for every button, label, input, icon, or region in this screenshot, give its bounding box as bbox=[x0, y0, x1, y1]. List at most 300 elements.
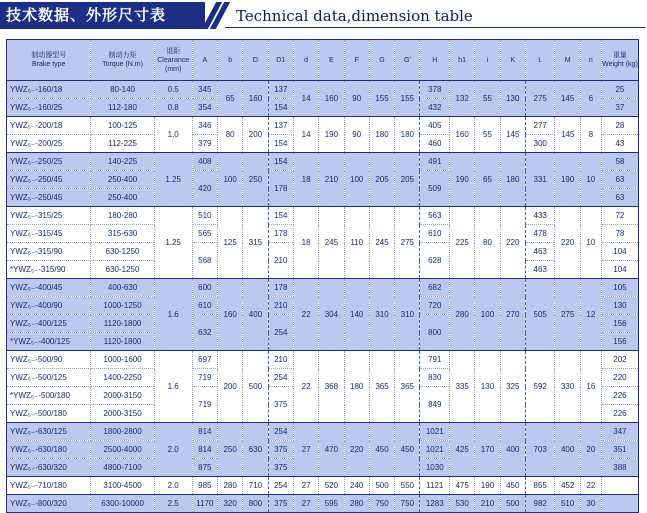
cell-clear: 2.0 bbox=[154, 477, 192, 495]
cell-torque: 112-225 bbox=[91, 135, 154, 153]
cell-torque: 630-1250 bbox=[91, 243, 154, 261]
brake-type-cell: *YWZ₅₋-315/90 bbox=[7, 261, 91, 279]
cell-torque: 2000-3150 bbox=[91, 405, 154, 423]
cell-g: 180 bbox=[369, 117, 394, 153]
cell-b: 200 bbox=[217, 351, 242, 423]
cell-n: 8 bbox=[580, 117, 601, 153]
cell-h: 830 bbox=[420, 369, 450, 387]
cell-weight: 104 bbox=[601, 243, 638, 261]
cell-torque: 250-400 bbox=[91, 189, 154, 207]
column-header-en: L bbox=[538, 56, 543, 64]
cell-m: 145 bbox=[555, 81, 580, 117]
cell-e: 520 bbox=[319, 477, 344, 495]
column-header-cn: 制动器型号 bbox=[31, 52, 67, 59]
cell-d1: 254 bbox=[268, 369, 293, 387]
cell-d: 630 bbox=[243, 423, 268, 477]
cell-d: 200 bbox=[243, 117, 268, 153]
cell-clear: 0.5 bbox=[154, 81, 192, 99]
cell-torque: 2500-4000 bbox=[91, 441, 154, 459]
cell-weight bbox=[601, 477, 638, 495]
cell-weight: 25 bbox=[601, 81, 638, 99]
column-header-g1 bbox=[395, 40, 420, 81]
cell-f: 280 bbox=[344, 495, 369, 513]
cell-h1: 335 bbox=[450, 351, 475, 423]
cell-a: 346 bbox=[192, 117, 217, 135]
cell-torque: 180-280 bbox=[91, 207, 154, 225]
brake-type-cell: YWZ₅₋-400/90 bbox=[7, 297, 91, 315]
table-row bbox=[7, 207, 639, 225]
column-header-b bbox=[217, 40, 242, 81]
cell-torque: 112-180 bbox=[91, 99, 154, 117]
cell-g1: 180 bbox=[395, 117, 420, 153]
cell-a: 814 bbox=[192, 441, 217, 459]
column-header-h bbox=[420, 40, 450, 81]
cell-n: 10 bbox=[580, 207, 601, 279]
cell-b: 80 bbox=[217, 117, 242, 153]
cell-g: 155 bbox=[369, 81, 394, 117]
cell-a: 875 bbox=[192, 459, 217, 477]
cell-h: 682 bbox=[420, 279, 450, 297]
cell-d: 27 bbox=[293, 477, 318, 495]
title-underline bbox=[225, 27, 645, 28]
cell-a: 719 bbox=[192, 369, 217, 387]
cell-torque: 1000-1250 bbox=[91, 297, 154, 315]
cell-n: 6 bbox=[580, 81, 601, 117]
cell-weight: 43 bbox=[601, 135, 638, 153]
cell-g1: 205 bbox=[395, 153, 420, 207]
brake-type-cell: YWZ₅₋-500/125 bbox=[7, 369, 91, 387]
cell-weight: 220 bbox=[601, 369, 638, 387]
cell-a: 408 bbox=[192, 153, 217, 171]
table-row bbox=[7, 279, 639, 297]
column-header-en: Brake type bbox=[31, 61, 66, 68]
cell-k: 270 bbox=[500, 279, 525, 351]
cell-l: 592 bbox=[525, 351, 555, 423]
cell-clear: 0.8 bbox=[154, 99, 192, 117]
cell-i: 55 bbox=[475, 81, 500, 117]
brake-type-cell: *YWZ₅₋-400/125 bbox=[7, 333, 91, 351]
cell-l: 478 bbox=[525, 225, 555, 243]
cell-a: 420 bbox=[192, 171, 217, 207]
cell-g1: 450 bbox=[395, 423, 420, 477]
cell-n: 30 bbox=[580, 495, 601, 513]
table-row bbox=[7, 81, 639, 99]
cell-weight: 226 bbox=[601, 405, 638, 423]
brake-type-cell: YWZ₅₋-315/45 bbox=[7, 225, 91, 243]
column-header-en: G' bbox=[403, 56, 411, 64]
cell-h1: 425 bbox=[450, 423, 475, 477]
cell-weight: 388 bbox=[601, 459, 638, 477]
cell-i: 55 bbox=[475, 117, 500, 153]
cell-d1: 375 bbox=[268, 441, 293, 459]
column-header-en: F bbox=[354, 56, 359, 64]
column-header-en: h1 bbox=[458, 56, 467, 64]
column-header-k bbox=[500, 40, 525, 81]
cell-d: 800 bbox=[243, 495, 268, 513]
brake-type-cell: YWZ₅₋-250/45 bbox=[7, 171, 91, 189]
cell-e: 304 bbox=[319, 279, 344, 351]
column-header-en: D bbox=[252, 56, 258, 64]
cell-e: 245 bbox=[319, 207, 344, 279]
cell-h: 460 bbox=[420, 135, 450, 153]
cell-torque: 250-400 bbox=[91, 171, 154, 189]
cell-n: 12 bbox=[580, 279, 601, 351]
cell-clear: 1.6 bbox=[154, 351, 192, 423]
cell-weight bbox=[601, 495, 638, 513]
cell-a: 379 bbox=[192, 135, 217, 153]
cell-d: 18 bbox=[293, 153, 318, 207]
cell-e: 595 bbox=[319, 495, 344, 513]
cell-h1: 132 bbox=[450, 81, 475, 117]
cell-a: 697 bbox=[192, 351, 217, 369]
cell-b: 125 bbox=[217, 207, 242, 279]
cell-d: 250 bbox=[243, 153, 268, 207]
cell-torque: 1400-2250 bbox=[91, 369, 154, 387]
table-row bbox=[7, 117, 639, 135]
cell-n: 20 bbox=[580, 423, 601, 477]
header-row bbox=[7, 40, 639, 81]
cell-b: 250 bbox=[217, 423, 242, 477]
column-header-f bbox=[344, 40, 369, 81]
column-header-en: E bbox=[329, 56, 334, 64]
cell-torque: 1800-2800 bbox=[91, 423, 154, 441]
cell-f: 180 bbox=[344, 351, 369, 423]
column-header-type bbox=[7, 40, 91, 81]
column-header-en: K bbox=[510, 56, 516, 64]
brake-type-cell: YWZ₅₋-160/25 bbox=[7, 99, 91, 117]
cell-b: 320 bbox=[217, 495, 242, 513]
cell-b: 65 bbox=[217, 81, 242, 117]
cell-d1: 154 bbox=[268, 99, 293, 117]
cell-h: 800 bbox=[420, 315, 450, 351]
column-header-en: H bbox=[432, 56, 438, 64]
cell-b: 160 bbox=[217, 279, 242, 351]
column-header-a bbox=[192, 40, 217, 81]
cell-torque: 3100-4500 bbox=[91, 477, 154, 495]
column-header-weight bbox=[601, 40, 638, 81]
brake-type-cell: YWZ₅₋-400/125 bbox=[7, 315, 91, 333]
brake-type-cell: YWZ₅₋-710/180 bbox=[7, 477, 91, 495]
brake-type-cell: YWZ₅₋-400/45 bbox=[7, 279, 91, 297]
table-row bbox=[7, 423, 639, 441]
column-header-en: n bbox=[588, 56, 593, 64]
cell-g1: 275 bbox=[395, 207, 420, 279]
cell-l: 463 bbox=[525, 261, 555, 279]
brake-type-cell: YWZ₅₋-800/320 bbox=[7, 495, 91, 513]
column-header-en: Clearance (mm) bbox=[157, 56, 190, 73]
cell-k: 325 bbox=[500, 351, 525, 423]
cell-d1: 210 bbox=[268, 243, 293, 279]
cell-g: 205 bbox=[369, 153, 394, 207]
cell-clear: 1.0 bbox=[154, 117, 192, 153]
brake-type-cell: YWZ₅₋-200/18 bbox=[7, 117, 91, 135]
cell-f: 220 bbox=[344, 423, 369, 477]
cell-l: 982 bbox=[525, 495, 555, 513]
cell-h: 849 bbox=[420, 387, 450, 423]
cell-a: 814 bbox=[192, 423, 217, 441]
column-header-n bbox=[580, 40, 601, 81]
column-header-en: D1 bbox=[276, 56, 286, 64]
cell-a: 632 bbox=[192, 315, 217, 351]
cell-torque: 1120-1800 bbox=[91, 333, 154, 351]
column-header-en: b bbox=[228, 56, 233, 64]
cell-f: 140 bbox=[344, 279, 369, 351]
cell-g1: 155 bbox=[395, 81, 420, 117]
cell-d1: 137 bbox=[268, 117, 293, 135]
cell-e: 368 bbox=[319, 351, 344, 423]
brake-type-cell: YWZ₅₋-500/90 bbox=[7, 351, 91, 369]
cell-weight: 156 bbox=[601, 315, 638, 333]
cell-weight: 78 bbox=[601, 225, 638, 243]
column-header-cn: 退距 bbox=[166, 47, 181, 55]
cell-weight: 226 bbox=[601, 387, 638, 405]
cell-d1: 154 bbox=[268, 153, 293, 171]
cell-h: 1121 bbox=[420, 477, 450, 495]
cell-h: 378 bbox=[420, 81, 450, 99]
cell-i: 80 bbox=[475, 207, 500, 279]
cell-e: 190 bbox=[319, 117, 344, 153]
cell-d: 710 bbox=[243, 477, 268, 495]
title-english: Technical data,dimension table bbox=[236, 7, 473, 25]
cell-torque: 100-125 bbox=[91, 117, 154, 135]
cell-n: 22 bbox=[580, 477, 601, 495]
column-header-en: A bbox=[202, 56, 208, 64]
brake-type-cell: YWZ₅₋-630/180 bbox=[7, 441, 91, 459]
brake-type-cell: YWZ₅₋-250/45 bbox=[7, 189, 91, 207]
table-row bbox=[7, 153, 639, 171]
cell-g: 310 bbox=[369, 279, 394, 351]
cell-a: 610 bbox=[192, 297, 217, 315]
cell-k: 400 bbox=[500, 423, 525, 477]
cell-d: 14 bbox=[293, 81, 318, 117]
cell-h: 405 bbox=[420, 117, 450, 135]
cell-d: 27 bbox=[293, 495, 318, 513]
cell-i: 130 bbox=[475, 351, 500, 423]
cell-clear: 1.25 bbox=[154, 153, 192, 207]
cell-a: 565 bbox=[192, 225, 217, 243]
cell-m: 510 bbox=[555, 495, 580, 513]
cell-torque: 400-630 bbox=[91, 279, 154, 297]
cell-torque: 630-1250 bbox=[91, 261, 154, 279]
cell-m: 190 bbox=[555, 153, 580, 207]
cell-e: 210 bbox=[319, 153, 344, 207]
cell-m: 275 bbox=[555, 279, 580, 351]
cell-m: 145 bbox=[555, 117, 580, 153]
brake-type-cell: YWZ₅₋-630/125 bbox=[7, 423, 91, 441]
column-header-d1 bbox=[268, 40, 293, 81]
cell-k: 145 bbox=[500, 117, 525, 153]
cell-k: 450 bbox=[500, 477, 525, 495]
column-header-g bbox=[369, 40, 394, 81]
cell-d: 500 bbox=[243, 351, 268, 423]
table-row bbox=[7, 477, 639, 495]
cell-d1: 375 bbox=[268, 495, 293, 513]
cell-torque: 4800-7100 bbox=[91, 459, 154, 477]
cell-l: 505 bbox=[525, 279, 555, 351]
cell-d: 160 bbox=[243, 81, 268, 117]
cell-d1: 178 bbox=[268, 171, 293, 207]
cell-h: 1030 bbox=[420, 459, 450, 477]
column-header-d bbox=[243, 40, 268, 81]
column-header-en: G bbox=[379, 56, 385, 64]
column-header-l bbox=[525, 40, 555, 81]
cell-torque: 1120-1800 bbox=[91, 315, 154, 333]
cell-k: 220 bbox=[500, 207, 525, 279]
cell-f: 100 bbox=[344, 153, 369, 207]
cell-weight: 104 bbox=[601, 261, 638, 279]
brake-type-cell: YWZ₅₋-315/25 bbox=[7, 207, 91, 225]
title-chinese: 技术数据、外形尺寸表 bbox=[6, 6, 167, 24]
cell-h: 1021 bbox=[420, 423, 450, 441]
cell-d1: 254 bbox=[268, 315, 293, 351]
table-row bbox=[7, 495, 639, 513]
cell-f: 90 bbox=[344, 81, 369, 117]
brake-type-cell: YWZ₅₋-250/25 bbox=[7, 153, 91, 171]
cell-l: 463 bbox=[525, 243, 555, 261]
cell-f: 240 bbox=[344, 477, 369, 495]
cell-weight: 63 bbox=[601, 171, 638, 189]
cell-l: 433 bbox=[525, 207, 555, 225]
cell-g: 750 bbox=[369, 495, 394, 513]
cell-g: 365 bbox=[369, 351, 394, 423]
cell-i: 100 bbox=[475, 279, 500, 351]
cell-weight: 351 bbox=[601, 441, 638, 459]
table-row bbox=[7, 351, 639, 369]
cell-torque: 6300-10000 bbox=[91, 495, 154, 513]
cell-a: 985 bbox=[192, 477, 217, 495]
brake-type-cell: YWZ₅₋-630/320 bbox=[7, 459, 91, 477]
cell-weight: 37 bbox=[601, 99, 638, 117]
cell-d: 22 bbox=[293, 351, 318, 423]
cell-h: 509 bbox=[420, 171, 450, 207]
cell-d: 22 bbox=[293, 279, 318, 351]
column-header-cn: 制动力矩 bbox=[108, 52, 137, 59]
cell-torque: 1000-1600 bbox=[91, 351, 154, 369]
cell-a: 345 bbox=[192, 81, 217, 99]
cell-e: 160 bbox=[319, 81, 344, 117]
cell-d1: 210 bbox=[268, 351, 293, 369]
cell-h: 720 bbox=[420, 297, 450, 315]
column-header-torque bbox=[91, 40, 154, 81]
cell-weight: 72 bbox=[601, 207, 638, 225]
cell-g1: 310 bbox=[395, 279, 420, 351]
cell-m: 330 bbox=[555, 351, 580, 423]
cell-weight: 130 bbox=[601, 297, 638, 315]
cell-h1: 190 bbox=[450, 153, 475, 207]
cell-h: 610 bbox=[420, 225, 450, 243]
cell-g1: 365 bbox=[395, 351, 420, 423]
cell-l: 703 bbox=[525, 423, 555, 477]
cell-d: 400 bbox=[243, 279, 268, 351]
cell-d1: 375 bbox=[268, 387, 293, 423]
brake-type-cell: YWZ₅₋-500/180 bbox=[7, 405, 91, 423]
cell-weight: 105 bbox=[601, 279, 638, 297]
cell-a: 510 bbox=[192, 207, 217, 225]
cell-b: 280 bbox=[217, 477, 242, 495]
cell-a: 600 bbox=[192, 279, 217, 297]
cell-k: 500 bbox=[500, 495, 525, 513]
column-header-d bbox=[293, 40, 318, 81]
cell-h: 1283 bbox=[420, 495, 450, 513]
cell-d: 18 bbox=[293, 207, 318, 279]
cell-g1: 750 bbox=[395, 495, 420, 513]
column-header-en: M bbox=[564, 56, 571, 64]
cell-g: 450 bbox=[369, 423, 394, 477]
cell-d1: 137 bbox=[268, 81, 293, 99]
cell-torque: 315-630 bbox=[91, 225, 154, 243]
cell-h1: 280 bbox=[450, 279, 475, 351]
cell-clear: 2.0 bbox=[154, 423, 192, 477]
spec-table bbox=[6, 39, 639, 513]
cell-d1: 254 bbox=[268, 423, 293, 441]
column-header-en: Weight (kg) bbox=[602, 61, 638, 68]
column-header-clear bbox=[154, 40, 192, 81]
cell-clear: 1.25 bbox=[154, 207, 192, 279]
cell-i: 170 bbox=[475, 423, 500, 477]
cell-weight: 58 bbox=[601, 153, 638, 171]
column-header-en: d bbox=[304, 56, 309, 64]
cell-g: 245 bbox=[369, 207, 394, 279]
cell-h: 628 bbox=[420, 243, 450, 279]
cell-d1: 375 bbox=[268, 459, 293, 477]
cell-h: 491 bbox=[420, 153, 450, 171]
brake-type-cell: YWZ₅₋-160/18 bbox=[7, 81, 91, 99]
cell-l: 275 bbox=[525, 81, 555, 117]
cell-l: 277 bbox=[525, 117, 555, 135]
cell-d1: 154 bbox=[268, 135, 293, 153]
cell-clear: 1.6 bbox=[154, 279, 192, 351]
cell-n: 10 bbox=[580, 153, 601, 207]
cell-a: 1170 bbox=[192, 495, 217, 513]
cell-m: 220 bbox=[555, 207, 580, 279]
spec-table-body bbox=[7, 40, 639, 513]
cell-weight: 63 bbox=[601, 189, 638, 207]
brake-type-cell: YWZ₅₋-315/90 bbox=[7, 243, 91, 261]
cell-clear: 2.5 bbox=[154, 495, 192, 513]
cell-d1: 254 bbox=[268, 477, 293, 495]
cell-e: 470 bbox=[319, 423, 344, 477]
cell-b: 100 bbox=[217, 153, 242, 207]
cell-g: 500 bbox=[369, 477, 394, 495]
cell-h1: 475 bbox=[450, 477, 475, 495]
cell-k: 180 bbox=[500, 153, 525, 207]
column-header-e bbox=[319, 40, 344, 81]
cell-i: 210 bbox=[475, 495, 500, 513]
cell-d1: 210 bbox=[268, 297, 293, 315]
cell-weight: 202 bbox=[601, 351, 638, 369]
cell-m: 452 bbox=[555, 477, 580, 495]
cell-h: 1021 bbox=[420, 441, 450, 459]
cell-d: 14 bbox=[293, 117, 318, 153]
cell-f: 90 bbox=[344, 117, 369, 153]
cell-n: 16 bbox=[580, 351, 601, 423]
cell-f: 110 bbox=[344, 207, 369, 279]
cell-torque: 2000-3150 bbox=[91, 387, 154, 405]
cell-h1: 530 bbox=[450, 495, 475, 513]
cell-k: 130 bbox=[500, 81, 525, 117]
cell-g1: 550 bbox=[395, 477, 420, 495]
page-header bbox=[0, 0, 647, 34]
cell-weight: 28 bbox=[601, 117, 638, 135]
cell-d1: 178 bbox=[268, 225, 293, 243]
cell-h1: 160 bbox=[450, 117, 475, 153]
cell-torque: 140-225 bbox=[91, 153, 154, 171]
cell-a: 568 bbox=[192, 243, 217, 279]
column-header-en: Torque (N.m) bbox=[102, 61, 143, 68]
cell-torque: 80-140 bbox=[91, 81, 154, 99]
cell-a: 354 bbox=[192, 99, 217, 117]
cell-h: 791 bbox=[420, 351, 450, 369]
